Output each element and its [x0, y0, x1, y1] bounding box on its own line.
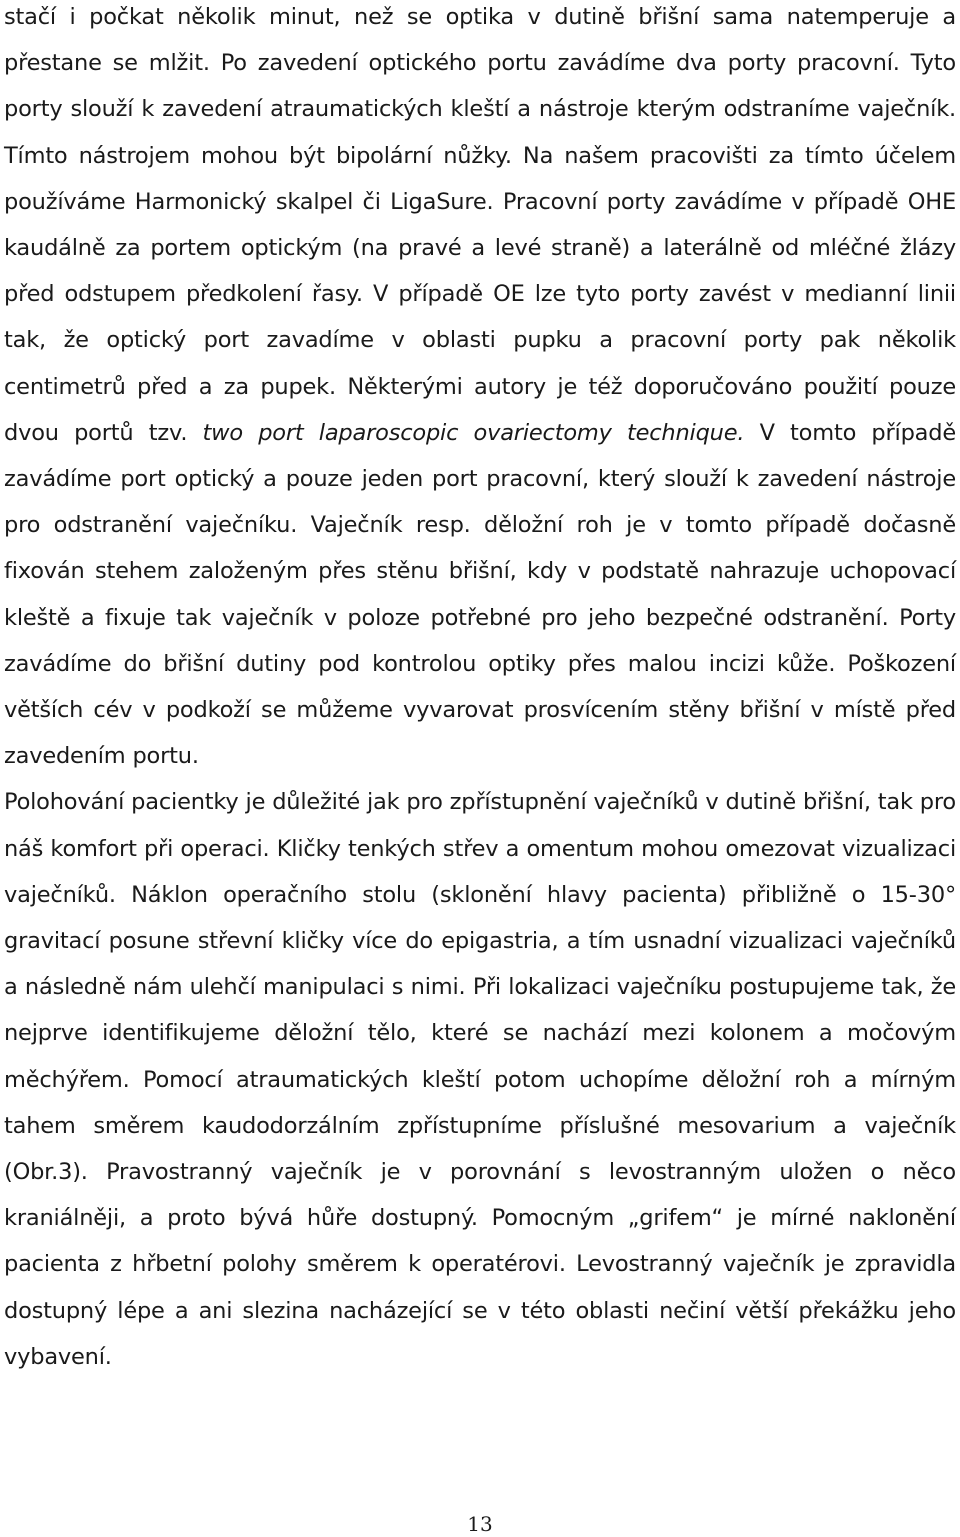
page-number: 13 [467, 1512, 493, 1536]
paragraph-ports [4, 0, 956, 779]
body-text [4, 0, 956, 1380]
paragraph-positioning [4, 779, 956, 1380]
paragraph-ports-text-2: V tomto případě zavádíme port optický a pouze jeden port pracovní, který slouží k zavedení nástroje pro odstranění vaječníku. Vaječník resp. děložní roh je v tomto případě dočasně fixován stehem založeným přes stěnu břišní, kdy v podstatě nahrazuje uchopovací kleště a fixuje tak vaječník v poloze potřebné pro jeho bezpečné odstranění. Porty zavádíme do břišní dutiny pod kontrolou optiky přes malou incizi kůže. Poškození větších cév v podkoží se můžeme vyvarovat prosvícením stěny břišní v místě před zavedením portu. [4, 419, 956, 770]
paragraph-ports-italic-term: two port laparoscopic ovariectomy technique. [202, 419, 745, 446]
paragraph-ports-text-1: stačí i počkat několik minut, než se optika v dutině břišní sama natemperuje a přestane se mlžit. Po zavedení optického portu zavádíme dva porty pracovní. Tyto porty slouží k zavedení atraumatických kleští a nástroje kterým odstraníme vaječník. Tímto nástrojem mohou být bipolární nůžky. Na našem pracovišti za tímto účelem používáme Harmonický skalpel či LigaSure. Pracovní porty zavádíme v případě OHE kaudálně za portem optickým (na pravé a levé straně) a laterálně od mléčné žlázy před odstupem předkolení řasy. V případě OE lze tyto porty zavést v medianní linii tak, že optický port zavadíme v oblasti pupku a pracovní porty pak několik centimetrů před a za pupek. Některými autory je též doporučováno použití pouze dvou portů tzv. [4, 4, 956, 446]
paragraph-positioning-text: Polohování pacientky je důležité jak pro zpřístupnění vaječníků v dutině břišní, tak pro náš komfort při operaci. Kličky tenkých střev a omentum mohou omezovat vizualizaci vaječníků. Náklon operačního stolu (sklonění hlavy pacienta) přibližně o 15-30° gravitací posune střevní kličky více do epigastria, a tím usnadní vizualizaci vaječníků a následně nám ulehčí manipulaci s nimi. Při lokalizaci vaječníku postupujeme tak, že nejprve identifikujeme děložní tělo, které se nachází mezi kolonem a močovým měchýřem. Pomocí atraumatických kleští potom uchopíme děložní roh a mírným tahem směrem kaudodorzálním zpřístupníme příslušné mesovarium a vaječník (Obr.3). Pravostranný vaječník je v porovnání s levostranným uložen o něco kraniálněji, a proto bývá hůře dostupný. Pomocným „grifem“ je mírné naklonění pacienta z hřbetní polohy směrem k operatérovi. Levostranný vaječník je zpravidla dostupný lépe a ani slezina nacházející se v této oblasti nečiní větší překážku jeho vybavení. [4, 789, 956, 1370]
